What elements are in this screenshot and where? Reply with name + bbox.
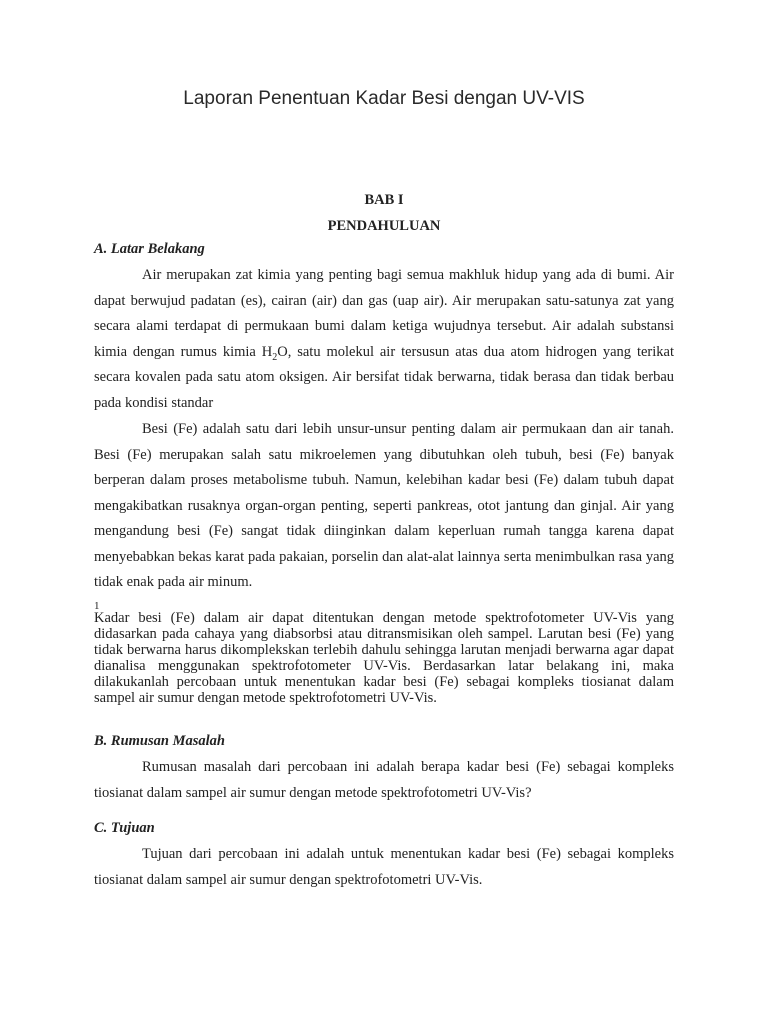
page-marker: 1: [94, 600, 100, 612]
chapter-number: BAB I: [364, 192, 404, 208]
paragraph-air: [94, 263, 674, 416]
paragraph-rumusan-masalah: Rumusan masalah dari percobaan ini adalah berapa kadar besi (Fe) sebagai kompleks tiosianat dalam sampel air sumur dengan metode spektrofotometri UV-Vis?: [94, 759, 674, 801]
paragraph-air-part2: O, satu molekul air tersusun atas dua atom hidrogen yang terikat secara kovalen pada satu atom oksigen. Air bersifat tidak berwarna, tidak berasa dan tidak berbau pada kondisi standar: [94, 343, 674, 411]
section-heading-rumusan-masalah: B. Rumusan Masalah: [94, 733, 225, 749]
section-heading-tujuan: C. Tujuan: [94, 820, 155, 836]
paragraph-besi: Besi (Fe) adalah satu dari lebih unsur-unsur penting dalam air permukaan dan air tanah. Besi (Fe) merupakan salah satu mikroelemen yang dibutuhkan oleh tubuh, besi (Fe) banyak berperan dalam proses metabolisme tubuh. Namun, kelebihan kadar besi (Fe) dalam tubuh dapat mengakibatkan rusaknya organ-organ penting, seperti pankreas, otot jantung dan ginjal. Air yang mengandung besi (Fe) sangat tidak diinginkan dalam keperluan rumah tangga karena dapat menyebabkan bekas karat pada pakaian, porselin dan alat-alat lainnya serta menimbulkan rasa yang tidak enak pada air minum.: [94, 421, 674, 590]
paragraph-kadar-besi: Kadar besi (Fe) dalam air dapat ditentukan dengan metode spektrofotometer UV-Vis yang didasarkan pada cahaya yang diabsorbsi atau ditransmisikan oleh sampel. Larutan besi (Fe) yang tidak berwarna harus dikomplekskan terlebih dahulu sehingga larutan menjadi berwarna agar dapat dianalisa menggunakan spektrofotometer UV-Vis. Berdasarkan latar belakang ini, maka dilakukanlah percobaan untuk menentukan kadar besi (Fe) sebagai kompleks tiosianat dalam sampel air sumur dengan metode spektrofotometri UV-Vis.: [94, 610, 674, 706]
paragraph-air-part1: Air merupakan zat kimia yang penting bagi semua makhluk hidup yang ada di bumi. Air dapat berwujud padatan (es), cairan (air) dan gas (uap air). Air merupakan satu-satunya zat yang secara alami terdapat di permukaan bumi dalam ketiga wujudnya tersebut. Air adalah substansi kimia dengan rumus kimia H: [94, 267, 674, 360]
subscript-2: 2: [272, 351, 278, 363]
chapter-title: PENDAHULUAN: [327, 218, 441, 234]
paragraph-tujuan: Tujuan dari percobaan ini adalah untuk menentukan kadar besi (Fe) sebagai kompleks tiosianat dalam sampel air sumur dengan spektrofotometri UV-Vis.: [94, 846, 674, 888]
document-title: Laporan Penentuan Kadar Besi dengan UV-VIS: [183, 88, 585, 109]
section-heading-latar-belakang: A. Latar Belakang: [94, 241, 205, 257]
